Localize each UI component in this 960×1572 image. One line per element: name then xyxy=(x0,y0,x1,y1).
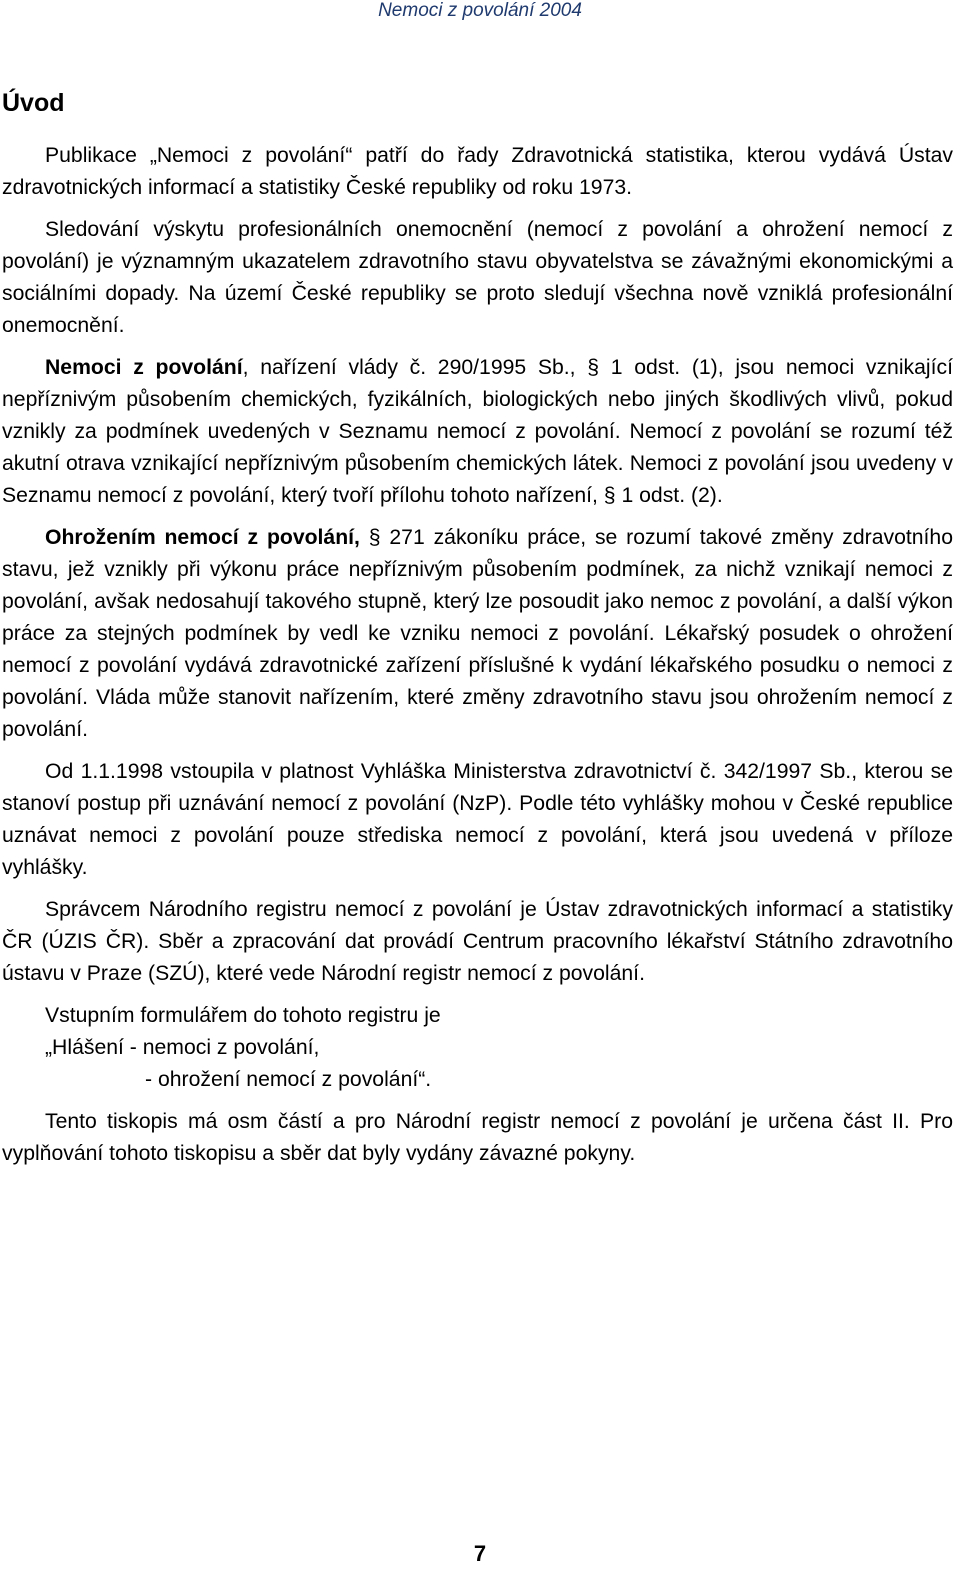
paragraph-publication: Publikace „Nemoci z povolání“ patří do řady Zdravotnická statistika, kterou vydává Ústav zdravotnických informací a statistiky České republiky od roku 1973. xyxy=(2,144,953,199)
paragraph-monitoring: Sledování výskytu profesionálních onemocnění (nemocí z povolání a ohrožení nemocí z povolání) je významným ukazatelem zdravotního stavu obyvatelstva se závažnými ekonomickými a sociálními dopady. Na území České republiky se proto sledují všechna nově vzniklá profesionální onemocnění. xyxy=(2,218,953,337)
form-intro: Vstupním formulářem do tohoto registru je xyxy=(45,1004,441,1027)
form-name-line2: - ohrožení nemocí z povolání“. xyxy=(145,1068,432,1091)
paragraph-occupational-diseases xyxy=(2,352,953,512)
section-title: Úvod xyxy=(2,89,65,117)
definition-occupational-diseases: , nařízení vlády č. 290/1995 Sb., § 1 odst. (1), jsou nemoci vznikající nepříznivým působením chemických, fyzikálních, biologických nebo jiných škodlivých vlivů, pokud vznikly za podmínek uvedených v Seznamu nemocí z povolání. Nemocí z povolání se rozumí též akutní otrava vznikající nepříznivým působením chemických látek. Nemoci z povolání jsou uvedeny v Seznamu nemocí z povolání, který tvoří přílohu tohoto nařízení, § 1 odst. (2). xyxy=(2,356,954,507)
term-occupational-diseases: Nemoci z povolání xyxy=(45,356,243,379)
document-body xyxy=(2,140,953,1180)
definition-threat: § 271 zákoníku práce, se rozumí takové změny zdravotního stavu, jež vznikly při výkonu práce nepříznivým působením podmínek, za nichž vznikají nemoci z povolání, avšak nedosahují takového stupně, který lze posoudit jako nemoc z povolání, a další výkon práce za stejných podmínek by vedl ke vzniku nemoci z povolání. Lékařský posudek o ohrožení nemocí z povolání vydává zdravotnické zařízení příslušné k vydání lékařského posudku o nemoci z povolání. Vláda může stanovit nařízením, které změny zdravotního stavu jsou ohrožením nemocí z povolání. xyxy=(2,526,953,741)
paragraph-decree: Od 1.1.1998 vstoupila v platnost Vyhláška Ministerstva zdravotnictví č. 342/1997 Sb., kterou se stanoví postup při uznávání nemocí z povolání (NzP). Podle této vyhlášky mohou v České republice uznávat nemoci z povolání pouze střediska nemocí z povolání, která jsou uvedená v příloze vyhlášky. xyxy=(2,760,953,879)
term-threat: Ohrožením nemocí z povolání, xyxy=(45,526,360,549)
paragraph-form-parts: Tento tiskopis má osm částí a pro Národní registr nemocí z povolání je určena část II. Pro vyplňování tohoto tiskopisu a sběr dat byly vydány závazné pokyny. xyxy=(2,1110,953,1165)
paragraph-registry-admin: Správcem Národního registru nemocí z povolání je Ústav zdravotnických informací a statistiky ČR (ÚZIS ČR). Sběr a zpracování dat provádí Centrum pracovního lékařství Státního zdravotního ústavu v Praze (SZÚ), které vede Národní registr nemocí z povolání. xyxy=(2,898,953,985)
paragraph-threat xyxy=(2,522,953,746)
form-name-line1: „Hlášení - nemoci z povolání, xyxy=(45,1036,320,1059)
running-header: Nemoci z povolání 2004 xyxy=(378,0,582,21)
page-number: 7 xyxy=(473,1541,487,1566)
